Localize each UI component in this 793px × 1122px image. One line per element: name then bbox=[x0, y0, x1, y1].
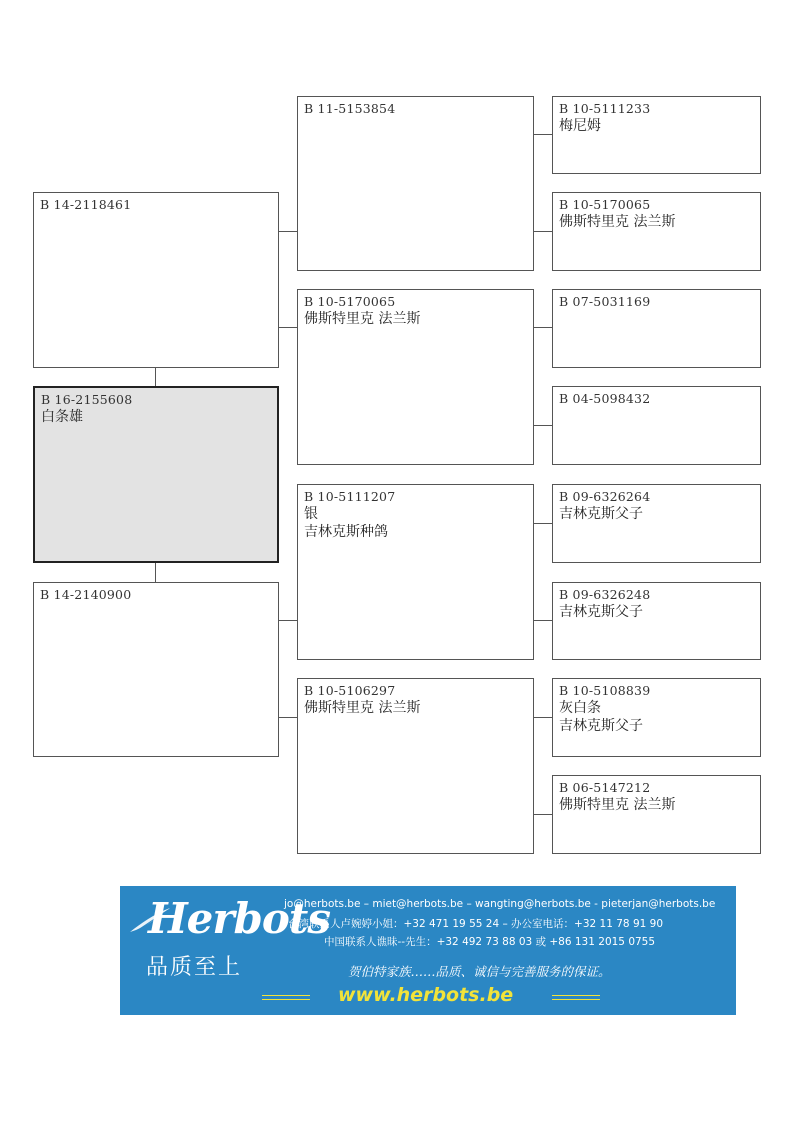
contact-emails: jo@herbots.be – miet@herbots.be – wangting@herbots.be - pieterjan@herbots.be bbox=[284, 898, 716, 910]
dd-dam-box bbox=[552, 775, 761, 854]
ring-number: B 14-2118461 bbox=[40, 197, 132, 212]
connector-line bbox=[534, 134, 552, 135]
connector-line bbox=[279, 327, 297, 328]
sire-dam-box bbox=[297, 289, 534, 465]
contact-china: 中国联系人谯昧--先生：+32 492 73 88 03 或 +86 131 2015 0755 bbox=[324, 936, 656, 948]
dam-dam-box bbox=[297, 678, 534, 854]
herbots-banner bbox=[120, 886, 736, 1015]
ring-number: B 11-5153854 bbox=[304, 101, 396, 116]
ring-number: B 10-5170065 bbox=[304, 294, 396, 309]
subject-box bbox=[33, 386, 279, 563]
connector-line bbox=[279, 717, 297, 718]
ds-dam-box bbox=[552, 582, 761, 660]
pigeon-info: 佛斯特里克 法兰斯 bbox=[304, 700, 421, 716]
connector-line bbox=[534, 523, 552, 524]
connector-line bbox=[155, 368, 156, 386]
pigeon-info: 吉林克斯父子 bbox=[559, 718, 643, 734]
pigeon-info: 佛斯特里克 法兰斯 bbox=[559, 797, 676, 813]
ring-number: B 10-5108839 bbox=[559, 683, 651, 698]
dam-sire-box bbox=[297, 484, 534, 660]
pigeon-info: 白条雄 bbox=[41, 409, 83, 425]
pigeon-info: 吉林克斯父子 bbox=[559, 604, 643, 620]
website-link[interactable]: www.herbots.be bbox=[338, 984, 514, 1006]
dam-box bbox=[33, 582, 279, 757]
decorative-divider bbox=[552, 995, 600, 996]
ring-number: B 10-5106297 bbox=[304, 683, 396, 698]
ring-number: B 09-6326264 bbox=[559, 489, 651, 504]
decorative-divider bbox=[262, 995, 310, 996]
sire-sire-box bbox=[297, 96, 534, 271]
connector-line bbox=[534, 814, 552, 815]
connector-line bbox=[279, 231, 297, 232]
ring-number: B 09-6326248 bbox=[559, 587, 651, 602]
sd-dam-box bbox=[552, 386, 761, 465]
dd-sire-box bbox=[552, 678, 761, 757]
ring-number: B 10-5111207 bbox=[304, 489, 396, 504]
pigeon-info: 佛斯特里克 法兰斯 bbox=[304, 311, 421, 327]
ring-number: B 10-5170065 bbox=[559, 197, 651, 212]
connector-line bbox=[155, 563, 156, 582]
ds-sire-box bbox=[552, 484, 761, 563]
ss-sire-box bbox=[552, 96, 761, 174]
decorative-divider bbox=[262, 999, 310, 1000]
ring-number: B 16-2155608 bbox=[41, 392, 133, 407]
ring-number: B 04-5098432 bbox=[559, 391, 651, 406]
pigeon-info: 吉林克斯种鸽 bbox=[304, 524, 388, 540]
ss-dam-box bbox=[552, 192, 761, 271]
ring-number: B 14-2140900 bbox=[40, 587, 132, 602]
ring-number: B 10-5111233 bbox=[559, 101, 651, 116]
pigeon-info: 佛斯特里克 法兰斯 bbox=[559, 214, 676, 230]
connector-line bbox=[534, 425, 552, 426]
slogan: 品质至上 bbox=[146, 955, 243, 980]
ring-number: B 07-5031169 bbox=[559, 294, 651, 309]
pigeon-info: 灰白条 bbox=[559, 700, 601, 716]
connector-line bbox=[534, 620, 552, 621]
connector-line bbox=[534, 327, 552, 328]
pigeon-info: 吉林克斯父子 bbox=[559, 506, 643, 522]
contact-taiwan: 台湾联系人卢婉婷小姐：+32 471 19 55 24 – 办公室电话：+32 11 78 91 90 bbox=[288, 918, 664, 930]
connector-line bbox=[279, 620, 297, 621]
herbots-logo: Herbots bbox=[148, 894, 330, 943]
ring-number: B 06-5147212 bbox=[559, 780, 651, 795]
connector-line bbox=[534, 231, 552, 232]
decorative-divider bbox=[552, 999, 600, 1000]
guarantee-text: 贺伯特家族……品质、诚信与完善服务的保证。 bbox=[348, 964, 611, 979]
sd-sire-box bbox=[552, 289, 761, 368]
pigeon-info: 梅尼姆 bbox=[559, 118, 601, 134]
pigeon-info: 银 bbox=[304, 506, 318, 522]
sire-box bbox=[33, 192, 279, 368]
connector-line bbox=[534, 717, 552, 718]
